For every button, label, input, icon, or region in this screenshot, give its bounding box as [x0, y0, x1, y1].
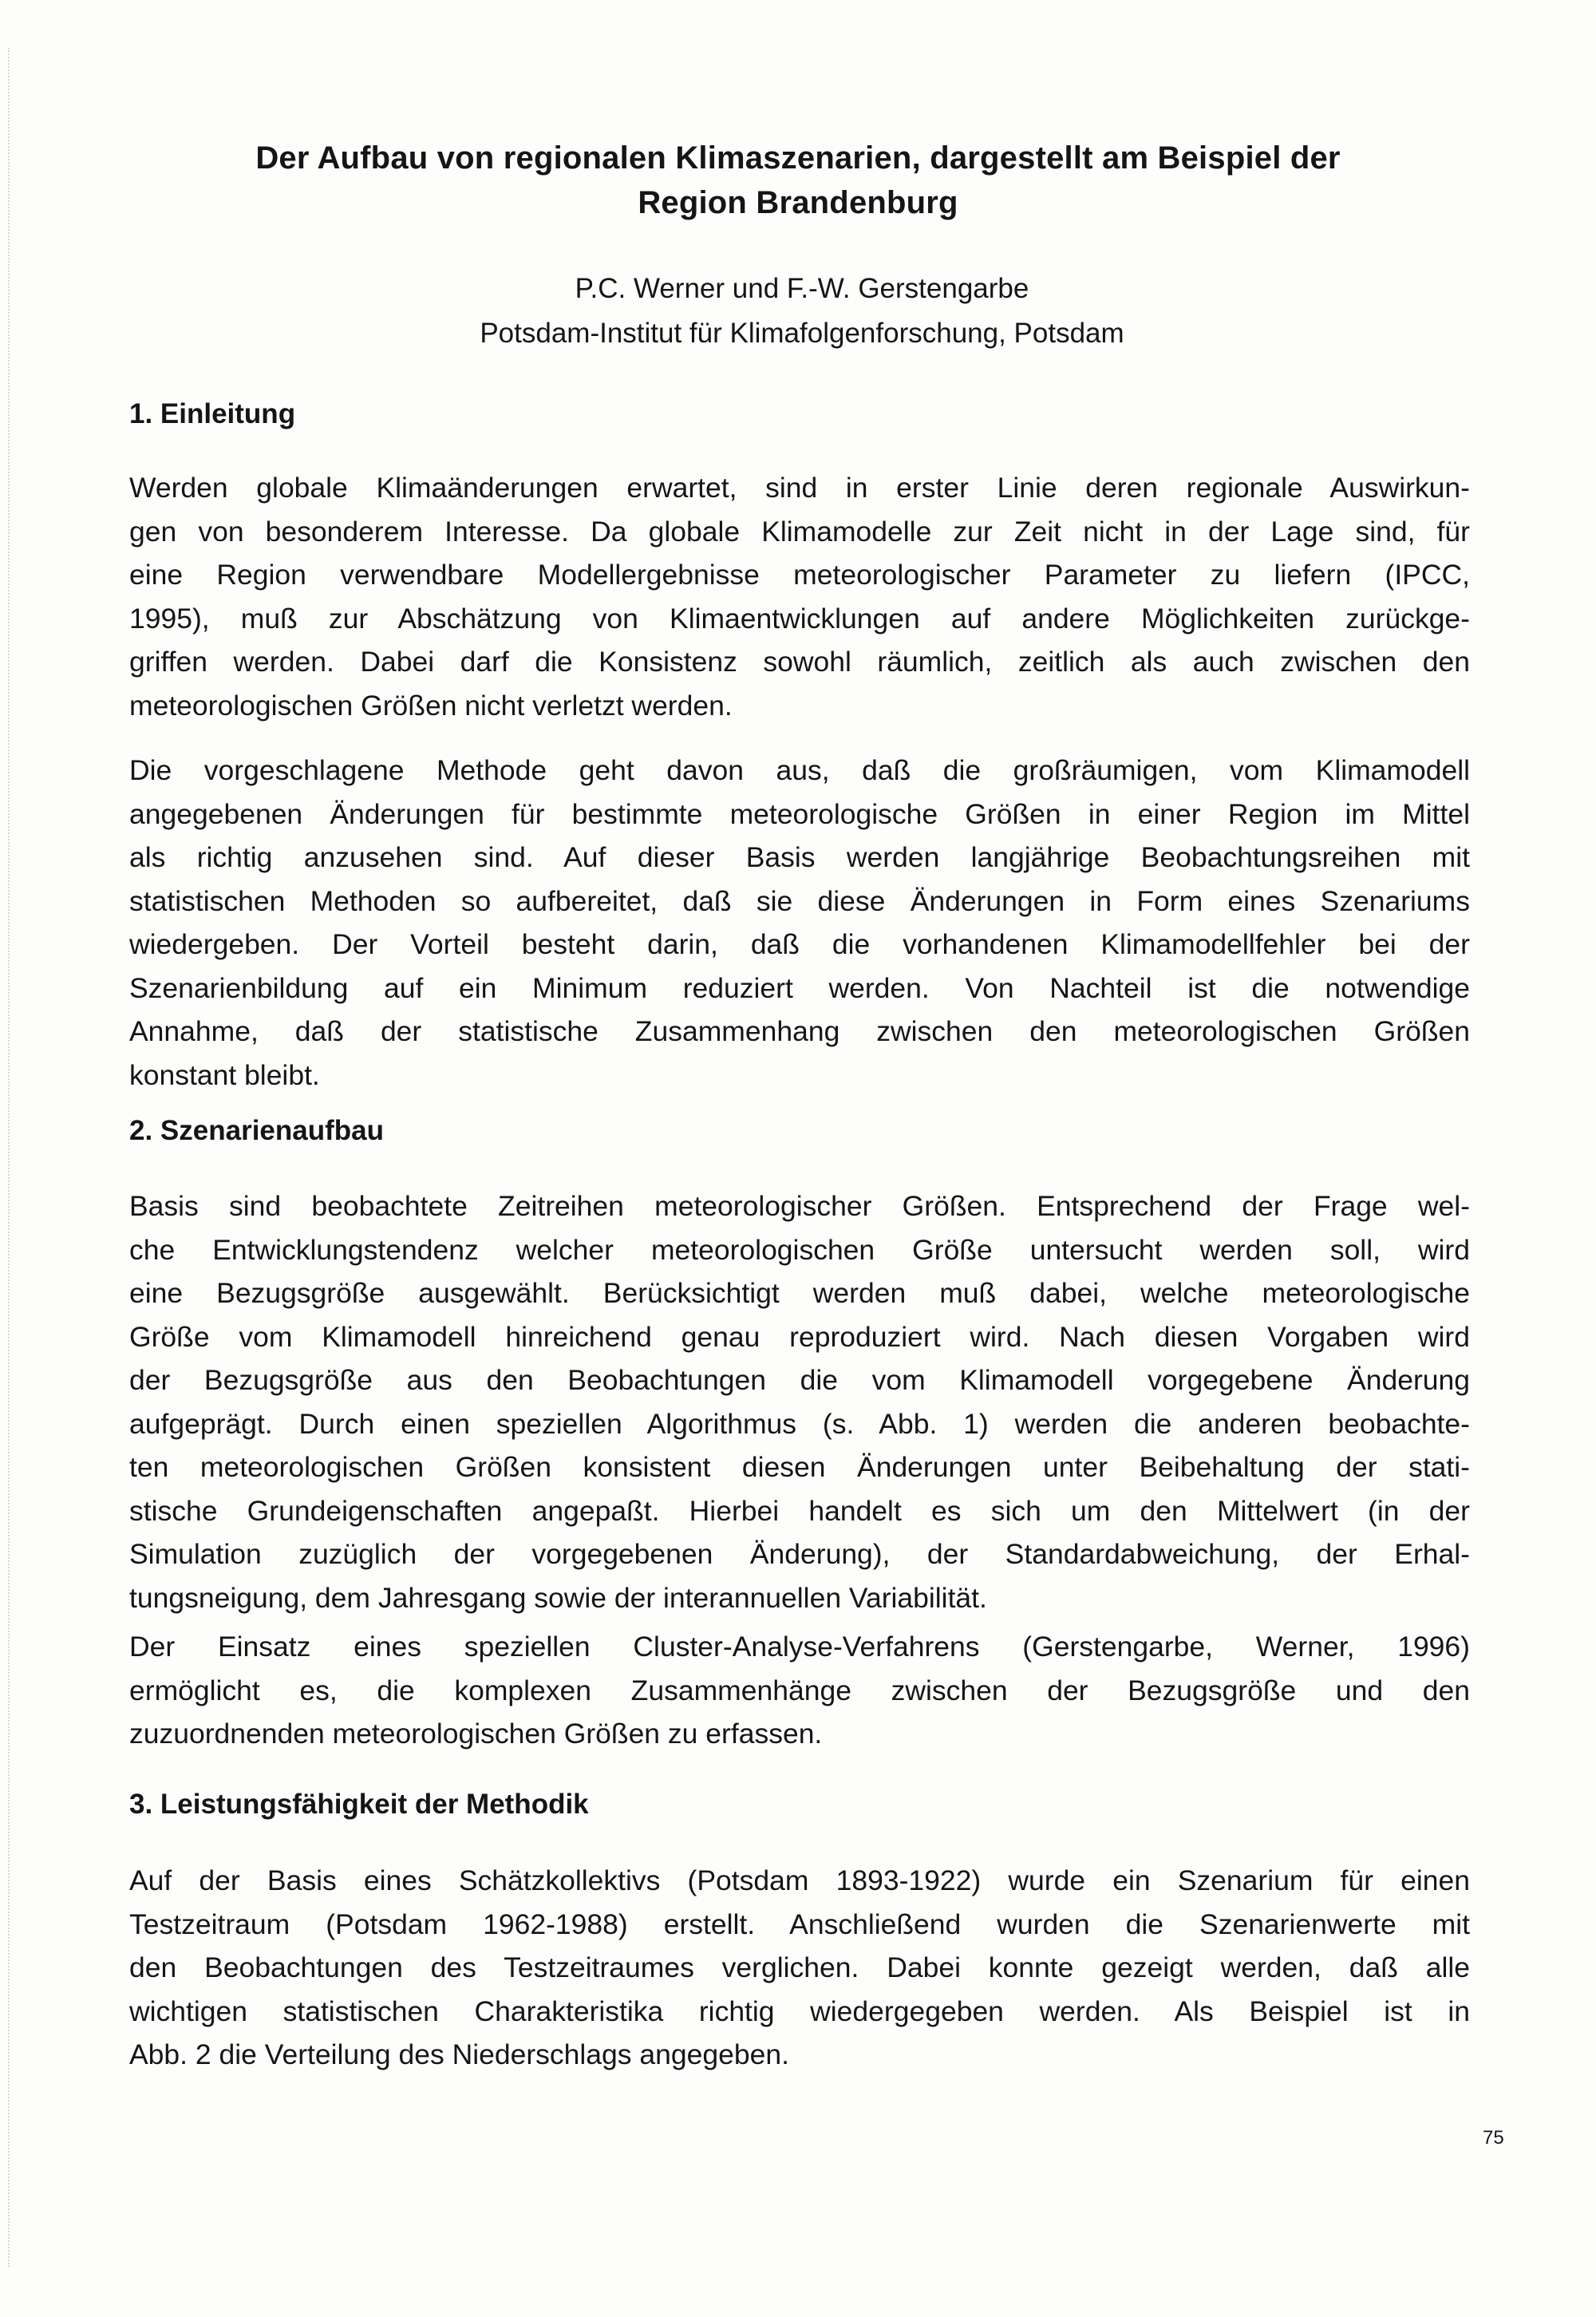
- text-line: griffen werden. Dabei darf die Konsistenz sowohl räumlich, zeitlich als auch zwischen den: [129, 646, 1470, 678]
- text-line: che Entwicklungstendenz welcher meteorologischen Größe untersucht werden soll, wird: [129, 1233, 1470, 1266]
- text-line: Simulation zuzüglich der vorgegebenen Änderung), der Standardabweichung, der Erhal-: [129, 1538, 1470, 1570]
- text-line: gen von besonderem Interesse. Da globale Klimamodelle zur Zeit nicht in der Lage sind, für: [129, 515, 1470, 548]
- text-line: Auf der Basis eines Schätzkollektivs (Potsdam 1893-1922) wurde ein Szenarium für einen: [129, 1864, 1470, 1896]
- author-block: [239, 267, 1365, 356]
- text-line: Der Einsatz eines speziellen Cluster-Analyse-Verfahrens (Gerstengarbe, Werner, 1996): [129, 1631, 1470, 1663]
- paragraph: [129, 1859, 1470, 2077]
- text-line: eine Bezugsgröße ausgewählt. Berücksichtigt werden muß dabei, welche meteorologische: [129, 1277, 1470, 1309]
- text-line: Größe vom Klimamodell hinreichend genau reproduziert wird. Nach diesen Vorgaben wird: [129, 1320, 1470, 1353]
- text-line: Basis sind beobachtete Zeitreihen meteorologischer Größen. Entsprechend der Frage wel-: [129, 1190, 1470, 1222]
- text-line: wiedergeben. Der Vorteil besteht darin, daß die vorhandenen Klimamodellfehler bei der: [129, 928, 1470, 960]
- page-number: 75: [1483, 2127, 1504, 2149]
- text-line: wichtigen statistischen Charakteristika richtig wiedergegeben werden. Als Beispiel ist in: [129, 1995, 1470, 2027]
- text-line: stische Grundeigenschaften angepaßt. Hierbei handelt es sich um den Mittelwert (in der: [129, 1494, 1470, 1527]
- paragraph: [129, 1184, 1470, 1619]
- title-line: Der Aufbau von regionalen Klimaszenarien, dargestellt am Beispiel der: [255, 140, 1341, 176]
- title-line: Region Brandenburg: [638, 185, 958, 220]
- affiliation: Potsdam-Institut für Klimafolgenforschung, Potsdam: [480, 318, 1124, 349]
- section-heading-einleitung: 1. Einleitung: [129, 398, 296, 429]
- section-heading-szenarienaufbau: 2. Szenarienaufbau: [129, 1115, 384, 1146]
- text-line: den Beobachtungen des Testzeitraumes verglichen. Dabei konnte gezeigt werden, daß alle: [129, 1951, 1470, 1983]
- text-line: angegebenen Änderungen für bestimmte meteorologische Größen in einer Region im Mittel: [129, 797, 1470, 830]
- text-line: ermöglicht es, die komplexen Zusammenhänge zwischen der Bezugsgröße und den: [129, 1674, 1470, 1706]
- text-line: Testzeitraum (Potsdam 1962-1988) erstellt. Anschließend wurden die Szenarienwerte mit: [129, 1908, 1470, 1940]
- text-line: der Bezugsgröße aus den Beobachtungen die vom Klimamodell vorgegebene Änderung: [129, 1364, 1470, 1396]
- text-line: Abb. 2 die Verteilung des Niederschlags angegeben.: [129, 2038, 789, 2070]
- text-line: als richtig anzusehen sind. Auf dieser Basis werden langjährige Beobachtungsreihen mit: [129, 841, 1470, 873]
- text-line: Werden globale Klimaänderungen erwartet, sind in erster Linie deren regionale Auswirkun-: [129, 472, 1470, 504]
- text-line: konstant bleibt.: [129, 1058, 320, 1091]
- paragraph: [129, 749, 1470, 1097]
- paragraph: [129, 466, 1470, 727]
- authors: P.C. Werner und F.-W. Gerstengarbe: [575, 273, 1029, 304]
- section-heading-leistungsfaehigkeit: 3. Leistungsfähigkeit der Methodik: [129, 1789, 589, 1820]
- text-line: aufgeprägt. Durch einen speziellen Algorithmus (s. Abb. 1) werden die anderen beobachte-: [129, 1407, 1470, 1440]
- text-line: Die vorgeschlagene Methode geht davon aus, daß die großräumigen, vom Klimamodell: [129, 754, 1470, 786]
- text-line: Annahme, daß der statistische Zusammenhang zwischen den meteorologischen Größen: [129, 1015, 1470, 1047]
- text-line: zuzuordnenden meteorologischen Größen zu erfassen.: [129, 1718, 823, 1750]
- text-line: Szenarienbildung auf ein Minimum reduziert werden. Von Nachteil ist die notwendige: [129, 971, 1470, 1004]
- scan-edge-shadow: [8, 48, 10, 2267]
- text-line: meteorologischen Größen nicht verletzt werden.: [129, 689, 733, 722]
- text-line: statistischen Methoden so aufbereitet, daß sie diese Änderungen in Form eines Szenariums: [129, 884, 1470, 917]
- text-line: ten meteorologischen Größen konsistent diesen Änderungen unter Beibehaltung der stati-: [129, 1451, 1470, 1483]
- paragraph: [129, 1625, 1470, 1756]
- text-line: 1995), muß zur Abschätzung von Klimaentwicklungen auf andere Möglichkeiten zurückge-: [129, 602, 1470, 635]
- text-line: eine Region verwendbare Modellergebnisse meteorologischer Parameter zu liefern (IPCC,: [129, 559, 1470, 591]
- document-title: [144, 136, 1452, 225]
- text-line: tungsneigung, dem Jahresgang sowie der interannuellen Variabilität.: [129, 1581, 987, 1614]
